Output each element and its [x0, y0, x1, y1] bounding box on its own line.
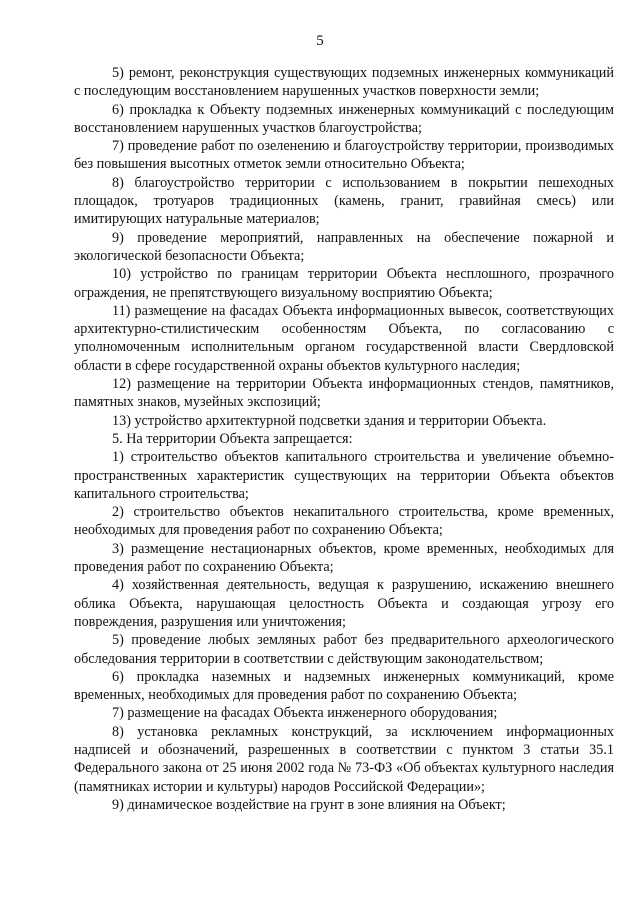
- paragraph-allowed-10: 10) устройство по границам территории Объекта несплошного, прозрачного ограждения, не препятствующего визуальному восприятию Объекта;: [74, 266, 614, 301]
- paragraph-prohibited-3: 3) размещение нестационарных объектов, кроме временных, необходимых для проведения работ по сохранению Объекта;: [74, 540, 614, 576]
- paragraph-prohibited-1: 1) строительство объектов капитального строительства и увеличение объемно-пространственных характеристик существующих на территории Объекта объектов капитального строительства;: [74, 449, 614, 502]
- paragraph-allowed-6: 6) прокладка к Объекту подземных инженерных коммуникаций с последующим восстановлением нарушенных участков благоустройства;: [74, 101, 614, 136]
- paragraph-prohibited-5: 5) проведение любых земляных работ без предварительного археологического обследования территории в соответствии с действующим законодательством;: [74, 632, 614, 667]
- paragraph-prohibited-6: 6) прокладка наземных и надземных инженерных коммуникаций, кроме временных, необходимых для проведения работ по сохранению Объекта;: [74, 668, 614, 704]
- paragraph-allowed-11: 11) размещение на фасадах Объекта информационных вывесок, соответствующих архитектурно-стилистическим особенностям Объекта, по согласованию с уполномоченным исполнительным органом государственной власти Свердловской области в сфере государственной охраны объектов культурного наследия;: [74, 302, 614, 374]
- paragraph-prohibited-2: 2) строительство объектов некапитального строительства, кроме временных, необходимых для проведения работ по сохранению Объекта;: [74, 504, 614, 539]
- paragraph-allowed-9: 9) проведение мероприятий, направленных на обеспечение пожарной и экологической безопасности Объекта;: [74, 229, 614, 264]
- paragraph-allowed-13: 13) устройство архитектурной подсветки здания и территории Объекта.: [112, 412, 547, 429]
- paragraph-prohibited-4: 4) хозяйственная деятельность, ведущая к разрушению, искажению внешнего облика Объекта, нарушающая целостность Объекта и создающая угрозу его повреждения, разрушения или уничтожения;: [74, 577, 614, 630]
- paragraph-allowed-12: 12) размещение на территории Объекта информационных стендов, памятников, памятных знаков, музейных экспозиций;: [74, 376, 614, 411]
- paragraph-allowed-8: 8) благоустройство территории с использованием в покрытии пешеходных площадок, тротуаров традиционных (камень, гранит, гравийная смесь) или имитирующих натуральные материалов;: [74, 174, 614, 228]
- paragraph-prohibited-7: 7) размещение на фасадах Объекта инженерного оборудования;: [112, 705, 498, 722]
- paragraph-allowed-5: 5) ремонт, реконструкция существующих подземных инженерных коммуникаций с последующим восстановлением нарушенных участков поверхности земли;: [74, 65, 614, 100]
- paragraph-prohibited-9: 9) динамическое воздействие на грунт в зоне влияния на Объект;: [112, 796, 506, 813]
- paragraph-prohibited-8: 8) установка рекламных конструкций, за исключением информационных надписей и обозначений, разрешенных в соответствии с пунктом 3 статьи 35.1 Федерального закона от 25 июня 2002 года № 73-ФЗ «Об объектах культурного наследия (памятниках истории и культуры) народов Российской Федерации»;: [74, 723, 614, 795]
- page-number: 5: [316, 33, 324, 49]
- document-body: [74, 64, 614, 814]
- section-heading-prohibited: 5. На территории Объекта запрещается:: [112, 430, 353, 447]
- paragraph-allowed-7: 7) проведение работ по озеленению и благоустройству территории, производимых без повышения высотных отметок земли относительно Объекта;: [74, 138, 614, 173]
